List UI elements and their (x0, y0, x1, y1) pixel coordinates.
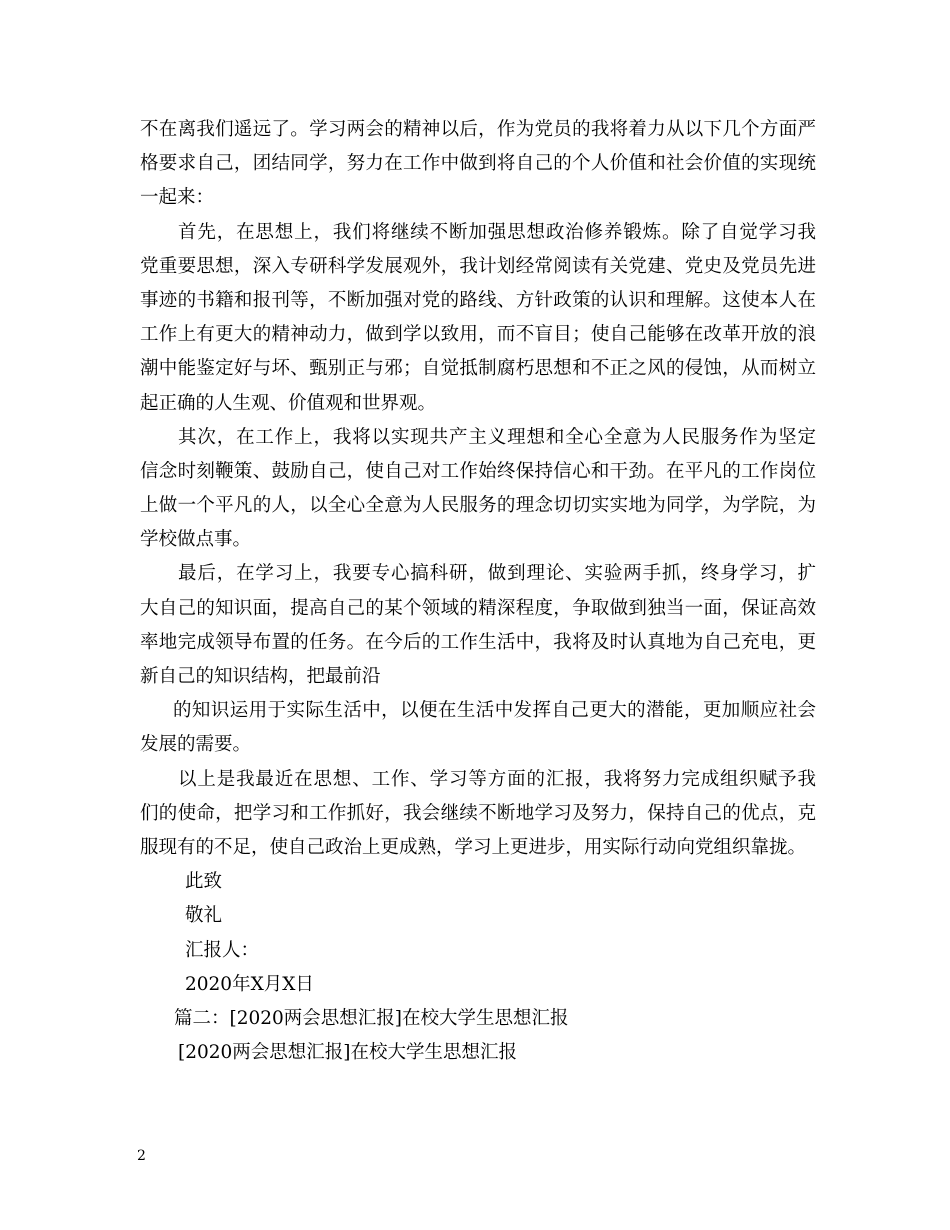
section-title: [2020两会思想汇报]在校大学生思想汇报 (178, 1042, 518, 1064)
text-line: 们的使命，把学习和工作抓好，我会继续不断地学习及努力，保持自己的优点，克 (140, 802, 816, 824)
text-line: 格要求自己，团结同学，努力在工作中做到将自己的个人价值和社会价值的实现统 (140, 153, 816, 175)
text-line: 工作上有更大的精神动力，做到学以致用，而不盲目；使自己能够在改革开放的浪 (140, 324, 816, 346)
text-line: 起正确的人生观、价值观和世界观。 (140, 392, 437, 414)
text-line: 事迹的书籍和报刊等，不断加强对党的路线、方针政策的认识和理解。这使本人在 (140, 289, 816, 311)
text-line: 新自己的知识结构，把最前沿 (140, 666, 381, 687)
page-number: 2 (137, 1148, 146, 1164)
text-line: 发展的需要。 (140, 734, 252, 756)
text-line: 党重要思想，深入专研科学发展观外，我计划经常阅读有关党建、党史及党员先进 (140, 255, 816, 277)
closing-regards: 敬礼 (185, 905, 223, 927)
paragraph-start-line: 以上是我最近在思想、工作、学习等方面的汇报，我将努力完成组织赋予我 (178, 768, 816, 790)
text-line: 的知识运用于实际生活中，以便在生活中发挥自己更大的潜能，更加顺应社会 (173, 700, 816, 722)
text-line: 潮中能鉴定好与坏、甄别正与邪；自觉抵制腐朽思想和不正之风的侵蚀，从而树立 (140, 358, 816, 380)
text-line: 学校做点事。 (140, 529, 252, 551)
paragraph-start-line: 首先，在思想上，我们将继续不断加强思想政治修养锻炼。除了自觉学习我 (178, 221, 816, 243)
reporter-label: 汇报人： (185, 939, 260, 961)
text-line: 上做一个平凡的人，以全心全意为人民服务的理念切切实实地为同学，为学院，为 (140, 495, 816, 517)
paragraph-start-line: 最后，在学习上，我要专心搞科研，做到理论、实验两手抓，终身学习，扩 (178, 563, 816, 585)
paragraph-start-line: 其次，在工作上，我将以实现共产主义理想和全心全意为人民服务作为坚定 (178, 426, 816, 448)
text-line: 信念时刻鞭策、鼓励自己，使自己对工作始终保持信心和干劲。在平凡的工作岗位 (140, 460, 816, 482)
section-heading: 篇二：[2020两会思想汇报]在校大学生思想汇报 (174, 1007, 569, 1029)
text-line: 服现有的不足，使自己政治上更成熟，学习上更进步，用实际行动向党组织靠拢。 (140, 836, 807, 858)
body-text (140, 113, 816, 1070)
text-line: 一起来： (140, 187, 215, 209)
text-line: 大自己的知识面，提高自己的某个领域的精深程度，争取做到独当一面，保证高效 (140, 597, 816, 619)
text-line: 率地完成领导布置的任务。在今后的工作生活中，我将及时认真地为自己充电，更 (140, 631, 816, 653)
text-line: 不在离我们遥远了。学习两会的精神以后，作为党员的我将着力从以下几个方面严 (140, 119, 816, 140)
report-date: 2020年X月X日 (185, 973, 314, 995)
closing-salutation: 此致 (185, 871, 223, 893)
